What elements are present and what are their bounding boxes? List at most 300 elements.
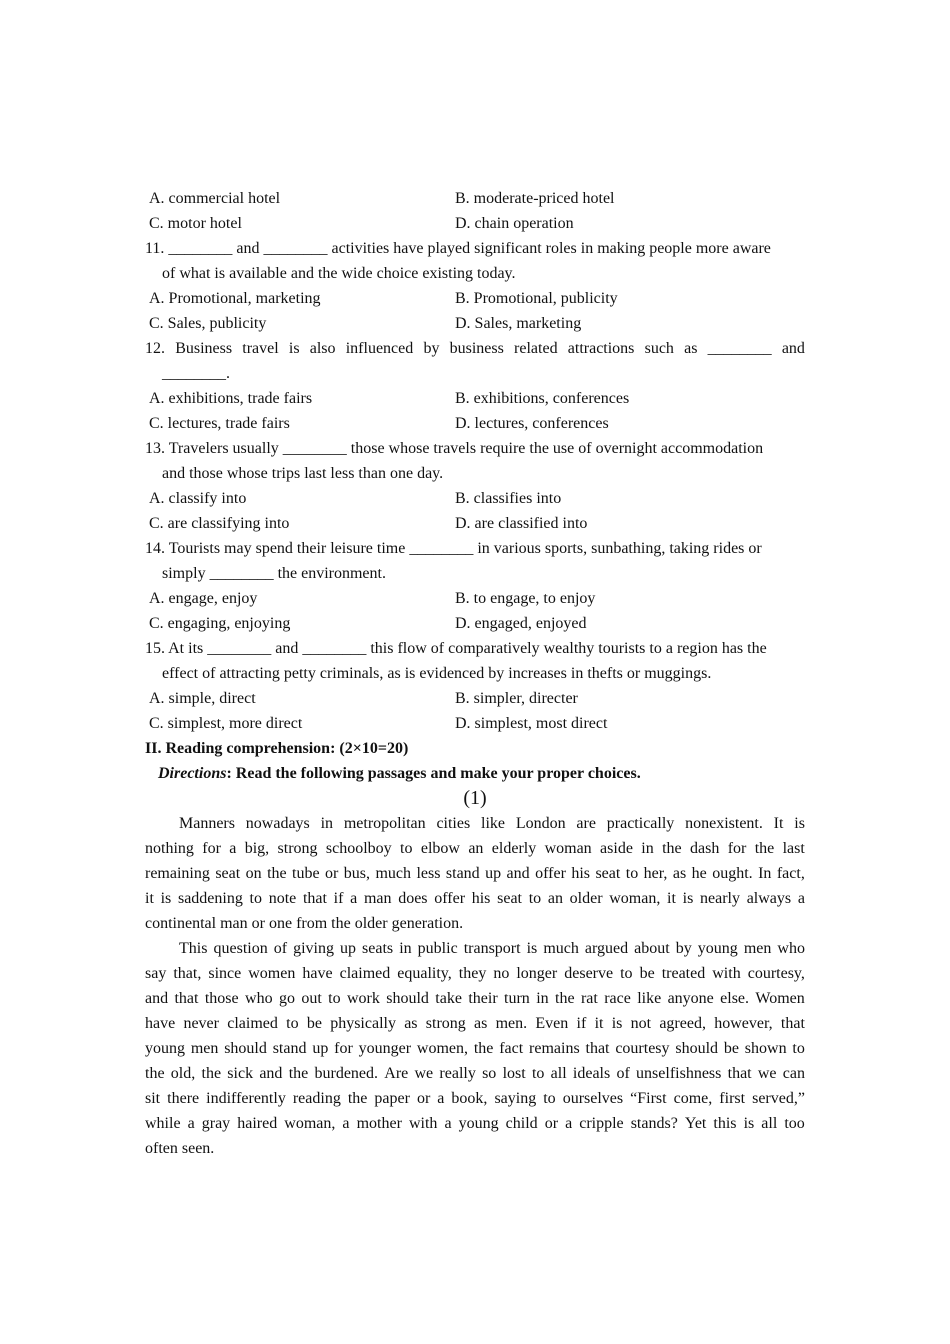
q15-options-row-1 — [145, 686, 805, 711]
passage-word: shown — [744, 1040, 787, 1057]
passage-word: be — [639, 965, 655, 982]
passage-word: their — [468, 990, 498, 1007]
passage-word: like — [637, 990, 662, 1007]
passage-word: stand — [272, 1040, 307, 1057]
passage-word: too — [784, 1115, 805, 1132]
passage-word: the — [201, 1065, 222, 1082]
q13-option-a: A. classify into — [149, 490, 247, 507]
q12-word: as — [684, 340, 698, 357]
passage-word: to — [249, 890, 262, 907]
passage-word: woman — [544, 840, 592, 857]
passage-word: strong — [425, 1015, 466, 1032]
directions-label: Directions — [158, 765, 227, 782]
passage-line — [145, 1111, 805, 1136]
passage-word: lost — [502, 1065, 526, 1082]
passage-number: (1) — [463, 787, 487, 809]
passage-word: unselfishness — [636, 1065, 722, 1082]
passage-word: in — [320, 815, 334, 832]
passage-word: question — [213, 940, 268, 957]
directions-text: : Read the following passages and make your proper choices. — [226, 765, 641, 782]
q12-word: business — [449, 340, 504, 357]
passage-word: to — [792, 1040, 805, 1057]
passage-word: seats — [362, 940, 394, 957]
passage-word: ourselves — [562, 1090, 624, 1107]
q10-option-d: D. chain operation — [455, 215, 574, 232]
passage-word: gray — [201, 1115, 231, 1132]
q12-word: attractions — [567, 340, 635, 357]
question-11-line-2: of what is available and the wide choice existing today. — [162, 265, 516, 282]
passage-line — [145, 811, 805, 836]
passage-word: by — [675, 940, 692, 957]
question-12-line-2: ________. — [162, 365, 230, 382]
q12-option-a: A. exhibitions, trade fairs — [149, 390, 313, 407]
passage-line — [145, 1061, 805, 1086]
passage-word: This — [179, 940, 208, 957]
passage-word: this — [713, 1115, 737, 1132]
passage-word: “First — [630, 1090, 667, 1107]
passage-line — [145, 836, 805, 861]
passage-word: metropolitan — [343, 815, 426, 832]
question-12 — [145, 336, 805, 386]
passage-word: is — [526, 940, 538, 957]
passage-word: men. — [495, 1015, 528, 1032]
passage-word: claimed — [227, 1015, 278, 1032]
passage-word: as — [474, 1015, 488, 1032]
q12-word: is — [288, 340, 300, 357]
passage-word: nonexistent. — [685, 815, 763, 832]
q12-word: 12. — [145, 340, 165, 357]
passage-word: is — [611, 1015, 623, 1032]
passage-word: a — [229, 840, 237, 857]
passage-word: elbow — [420, 840, 460, 857]
passage-word: women, — [416, 1040, 468, 1057]
passage-word: have — [302, 965, 333, 982]
passage-word: up — [485, 865, 502, 882]
passage-word: say — [145, 965, 167, 982]
passage-word: physically — [330, 1015, 396, 1032]
q14-options-row-1 — [145, 586, 805, 611]
passage-word: to — [620, 965, 633, 982]
passage-word: last — [782, 840, 805, 857]
passage-word: to — [528, 890, 542, 907]
passage-word: really — [439, 1065, 476, 1082]
passage-word: race — [604, 990, 631, 1007]
passage-word: should — [224, 1040, 267, 1057]
q15-option-c: C. simplest, more direct — [149, 715, 303, 732]
passage-word: that — [727, 1065, 752, 1082]
passage-word: to — [400, 840, 413, 857]
passage-word: In — [758, 865, 772, 882]
passage-line — [145, 986, 805, 1011]
passage-word: burdened. — [314, 1065, 379, 1082]
passage-word: if — [333, 890, 344, 907]
passage-word: older — [569, 890, 603, 907]
passage-word: so — [482, 1065, 497, 1082]
q13-option-b: B. classifies into — [455, 490, 562, 507]
passage-word: elderly — [491, 840, 537, 857]
passage-word: to — [625, 865, 639, 882]
passage-word: of — [273, 940, 288, 957]
passage-word: men — [743, 940, 772, 957]
passage-word: man — [363, 890, 392, 907]
passage-word: much — [543, 940, 579, 957]
passage-word: Yet — [684, 1115, 707, 1132]
section-2-title: II. Reading comprehension: (2×10=20) — [145, 740, 409, 757]
passage-word: the — [288, 1065, 309, 1082]
passage-word: is — [743, 1115, 755, 1132]
passage-word: or — [416, 1090, 431, 1107]
passage-word: as — [672, 865, 687, 882]
passage-word: that — [302, 890, 327, 907]
passage-word: no — [493, 965, 510, 982]
passage-word: a — [444, 1115, 452, 1132]
passage-word: should — [386, 990, 429, 1007]
passage-word: old, — [170, 1065, 196, 1082]
passage-word: they — [458, 965, 487, 982]
q15-option-b: B. simpler, directer — [455, 690, 578, 707]
passage-word: indifferently — [206, 1090, 286, 1107]
question-15-line-2: effect of attracting petty criminals, as is evidenced by increases in thefts or muggings. — [162, 665, 712, 682]
passage-word: and — [259, 1065, 283, 1082]
passage-word: younger — [358, 1040, 412, 1057]
passage-word: stand — [445, 865, 480, 882]
passage-word: it — [145, 890, 154, 907]
passage-line — [145, 936, 805, 961]
q11-option-b: B. Promotional, publicity — [455, 290, 618, 307]
passage-paragraph-1 — [145, 811, 805, 936]
question-14-line-1: 14. Tourists may spend their leisure time ________ in various sports, sunbathing, taking rides or — [145, 540, 762, 557]
passage-word: young — [145, 1040, 185, 1057]
passage-word: agreed, — [659, 1015, 706, 1032]
q12-word: by — [423, 340, 440, 357]
q14-option-c: C. engaging, enjoying — [149, 615, 291, 632]
passage-paragraph-2 — [145, 936, 805, 1161]
passage-word: and — [145, 990, 169, 1007]
passage-line — [145, 961, 805, 986]
passage-word: in — [641, 840, 654, 857]
passage-word: big, — [244, 840, 270, 857]
passage-word: less — [416, 865, 441, 882]
passage-word: the — [754, 840, 775, 857]
passage-word: schoolboy — [325, 840, 392, 857]
passage-word: with — [712, 965, 741, 982]
passage-word: to — [531, 1065, 545, 1082]
passage-word: her, — [643, 865, 668, 882]
passage-word: as — [404, 1015, 418, 1032]
passage-word: while — [145, 1115, 181, 1132]
passage-word: first — [719, 1090, 746, 1107]
passage-word: there — [167, 1090, 200, 1107]
passage-word: it — [594, 1015, 604, 1032]
passage-line — [145, 886, 805, 911]
passage-word: is — [682, 890, 694, 907]
question-11 — [145, 236, 805, 286]
passage-word: remains — [529, 1040, 580, 1057]
passage-word: child — [505, 1115, 538, 1132]
q12-word: also — [309, 340, 336, 357]
passage-word: or — [544, 1115, 559, 1132]
passage-word: practically — [606, 815, 675, 832]
passage-word: It — [773, 815, 784, 832]
passage-word: woman, — [284, 1115, 336, 1132]
passage-word: work — [346, 990, 380, 1007]
q12-word: Business — [175, 340, 233, 357]
q10-option-b: B. moderate-priced hotel — [455, 190, 615, 207]
directions — [145, 761, 805, 786]
passage-word: the — [473, 1040, 494, 1057]
q12-option-c: C. lectures, trade fairs — [149, 415, 290, 432]
passage-word: London — [515, 815, 566, 832]
passage-word: dash — [690, 840, 720, 857]
passage-word: in — [399, 940, 412, 957]
passage-word: Even — [535, 1015, 569, 1032]
q11-option-a: A. Promotional, marketing — [149, 290, 321, 307]
q12-word: such — [644, 340, 674, 357]
passage-word: for — [727, 840, 747, 857]
passage-word: reading — [292, 1090, 341, 1107]
passage-word: haired — [237, 1115, 278, 1132]
passage-word: argued — [584, 940, 629, 957]
q12-option-d: D. lectures, conferences — [455, 415, 609, 432]
passage-word: who — [245, 990, 273, 1007]
passage-word: to — [543, 1090, 556, 1107]
passage-word: it — [667, 890, 676, 907]
passage-word: all — [550, 1065, 567, 1082]
passage-word: and — [506, 865, 530, 882]
q15-options-row-2 — [145, 711, 805, 736]
passage-word: is — [794, 815, 805, 832]
q13-options-row-2 — [145, 511, 805, 536]
passage-word: rat — [580, 990, 598, 1007]
passage-word: a — [437, 1090, 445, 1107]
passage-word: equality, — [397, 965, 452, 982]
passage-word: the — [267, 865, 287, 882]
passage-word: offer — [535, 865, 566, 882]
q12-word: and — [781, 340, 805, 357]
passage-word: fact — [499, 1040, 524, 1057]
passage-word: nothing — [145, 840, 194, 857]
q15-option-d: D. simplest, most direct — [455, 715, 608, 732]
q12-word: influenced — [345, 340, 414, 357]
passage-word: transport — [463, 940, 521, 957]
passage-word: not — [630, 1015, 652, 1032]
passage-word: book, — [451, 1090, 488, 1107]
passage-word: a — [187, 1115, 195, 1132]
passage-word: the — [145, 1065, 165, 1082]
q10-options-row-1 — [145, 186, 805, 211]
passage-word: can — [782, 1065, 805, 1082]
passage-word: much — [375, 865, 412, 882]
passage-word: cities — [436, 815, 471, 832]
passage-line-last: often seen. — [145, 1140, 215, 1157]
passage-word: served,” — [752, 1090, 805, 1107]
passage-word: seat — [595, 865, 621, 882]
q12-word: travel — [242, 340, 279, 357]
passage-word: be — [723, 1040, 739, 1057]
passage-word: always — [746, 890, 792, 907]
q12-options-row-2 — [145, 411, 805, 436]
passage-word: mother — [356, 1115, 402, 1132]
passage-word: Are — [384, 1065, 409, 1082]
passage-word: up — [312, 1040, 329, 1057]
passage-word: have — [145, 1015, 176, 1032]
passage-word: or — [325, 865, 339, 882]
passage-word: seat — [215, 865, 241, 882]
passage-word: that — [780, 1015, 805, 1032]
passage-word: women — [248, 965, 296, 982]
passage-word: if — [576, 1015, 587, 1032]
q11-options-row-2 — [145, 311, 805, 336]
passage-word: cripple — [579, 1115, 624, 1132]
passage-line — [145, 1011, 805, 1036]
question-12-line-1 — [145, 336, 805, 361]
passage-word: is — [160, 890, 172, 907]
passage-word: to — [328, 990, 341, 1007]
passage-word: that — [174, 990, 199, 1007]
passage-word: treated — [661, 965, 706, 982]
question-15-line-1: 15. At its ________ and ________ this flow of comparatively wealthy tourists to a region has the — [145, 640, 767, 657]
q10-option-a: A. commercial hotel — [149, 190, 281, 207]
passage-word: the — [555, 990, 575, 1007]
passage-line — [145, 1086, 805, 1111]
passage-word: who — [777, 940, 805, 957]
passage-word: the — [347, 1090, 368, 1107]
passage-word: he — [691, 865, 707, 882]
passage-word: longer — [516, 965, 558, 982]
passage-word: with — [408, 1115, 438, 1132]
passage-word: however, — [714, 1015, 773, 1032]
passage-word: Manners — [179, 815, 235, 832]
passage-line — [145, 1036, 805, 1061]
question-14 — [145, 536, 805, 586]
passage-word: note — [268, 890, 297, 907]
passage-line — [145, 861, 805, 886]
passage-word: claimed — [339, 965, 391, 982]
passage-word: turn — [504, 990, 530, 1007]
passage-word: fact, — [776, 865, 805, 882]
passage-word: of — [616, 1065, 630, 1082]
passage-word: go — [278, 990, 295, 1007]
q15-option-a: A. simple, direct — [149, 690, 256, 707]
passage-word: aside — [600, 840, 633, 857]
passage-word: all — [761, 1115, 778, 1132]
q10-option-c: C. motor hotel — [149, 215, 242, 232]
passage-word: we — [757, 1065, 777, 1082]
passage-word: be — [306, 1015, 322, 1032]
q14-options-row-2 — [145, 611, 805, 636]
passage-word: ought. — [712, 865, 753, 882]
passage-word: in — [536, 990, 549, 1007]
passage-word: since — [208, 965, 242, 982]
passage-word: we — [414, 1065, 434, 1082]
passage-word: strong — [277, 840, 318, 857]
passage-word: remaining — [145, 865, 210, 882]
q13-option-c: C. are classifying into — [149, 515, 290, 532]
passage-word: his — [471, 890, 491, 907]
passage-word: courtesy — [615, 1040, 670, 1057]
passage-word: nearly — [700, 890, 740, 907]
passage-word: young — [458, 1115, 499, 1132]
passage-line-last: continental man or one from the older generation. — [145, 915, 464, 932]
q11-option-c: C. Sales, publicity — [149, 315, 267, 332]
question-13-line-2: and those whose trips last less than one day. — [162, 465, 444, 482]
passage-word: tube — [292, 865, 320, 882]
passage-word: for — [202, 840, 221, 857]
passage-word: men — [190, 1040, 219, 1057]
passage-word: never — [183, 1015, 219, 1032]
passage-word: an — [468, 840, 484, 857]
passage-word: that, — [173, 965, 202, 982]
passage-word: a — [565, 1115, 573, 1132]
passage-word: nowadays — [245, 815, 310, 832]
passage-word: that — [585, 1040, 610, 1057]
passage-word: up — [340, 940, 357, 957]
question-14-line-2: simply ________ the environment. — [162, 565, 386, 582]
question-11-line-1: 11. ________ and ________ activities have played significant roles in making people more aware — [145, 240, 771, 257]
passage-word: saying — [494, 1090, 537, 1107]
q12-blank: ________ — [707, 340, 772, 357]
passage-word: his — [571, 865, 590, 882]
passage-word: a — [342, 1115, 350, 1132]
passage-word: about — [634, 940, 670, 957]
passage-word: giving — [293, 940, 334, 957]
q12-options-row-1 — [145, 386, 805, 411]
q12-option-b: B. exhibitions, conferences — [455, 390, 630, 407]
passage-word: ideals — [572, 1065, 611, 1082]
passage-word: an — [547, 890, 563, 907]
passage-word: anyone — [667, 990, 714, 1007]
passage-word: like — [481, 815, 506, 832]
passage-word: public — [417, 940, 458, 957]
passage-word: woman, — [609, 890, 661, 907]
q14-option-b: B. to engage, to enjoy — [455, 590, 596, 607]
q11-options-row-1 — [145, 286, 805, 311]
passage-word: on — [245, 865, 262, 882]
passage-word: offer — [434, 890, 466, 907]
passage-word: sick — [227, 1065, 254, 1082]
passage-word: should — [675, 1040, 719, 1057]
passage-word: out — [301, 990, 322, 1007]
question-13 — [145, 436, 805, 486]
q14-option-d: D. engaged, enjoyed — [455, 615, 587, 632]
passage-word: to — [286, 1015, 299, 1032]
passage-word: sit — [145, 1090, 161, 1107]
page-content — [145, 186, 805, 1161]
passage-word: take — [435, 990, 462, 1007]
passage-word: for — [334, 1040, 353, 1057]
passage-word: a — [350, 890, 358, 907]
passage-word: a — [797, 890, 805, 907]
question-13-line-1: 13. Travelers usually ________ those whose travels require the use of overnight accommodation — [145, 440, 764, 457]
q11-option-d: D. Sales, marketing — [455, 315, 582, 332]
passage-word: come, — [673, 1090, 713, 1107]
passage-word: young — [697, 940, 738, 957]
passage-word: saddening — [177, 890, 243, 907]
passage-word: seat — [497, 890, 522, 907]
passage-word: those — [204, 990, 239, 1007]
passage-word: paper — [374, 1090, 410, 1107]
q14-option-a: A. engage, enjoy — [149, 590, 258, 607]
passage-word: stands? — [630, 1115, 678, 1132]
q13-option-d: D. are classified into — [455, 515, 588, 532]
passage-word: deserve — [564, 965, 614, 982]
passage-word: are — [576, 815, 596, 832]
q12-word: related — [514, 340, 558, 357]
passage-word: does — [398, 890, 428, 907]
passage-word: else. — [720, 990, 750, 1007]
q10-options-row-2 — [145, 211, 805, 236]
question-15 — [145, 636, 805, 686]
